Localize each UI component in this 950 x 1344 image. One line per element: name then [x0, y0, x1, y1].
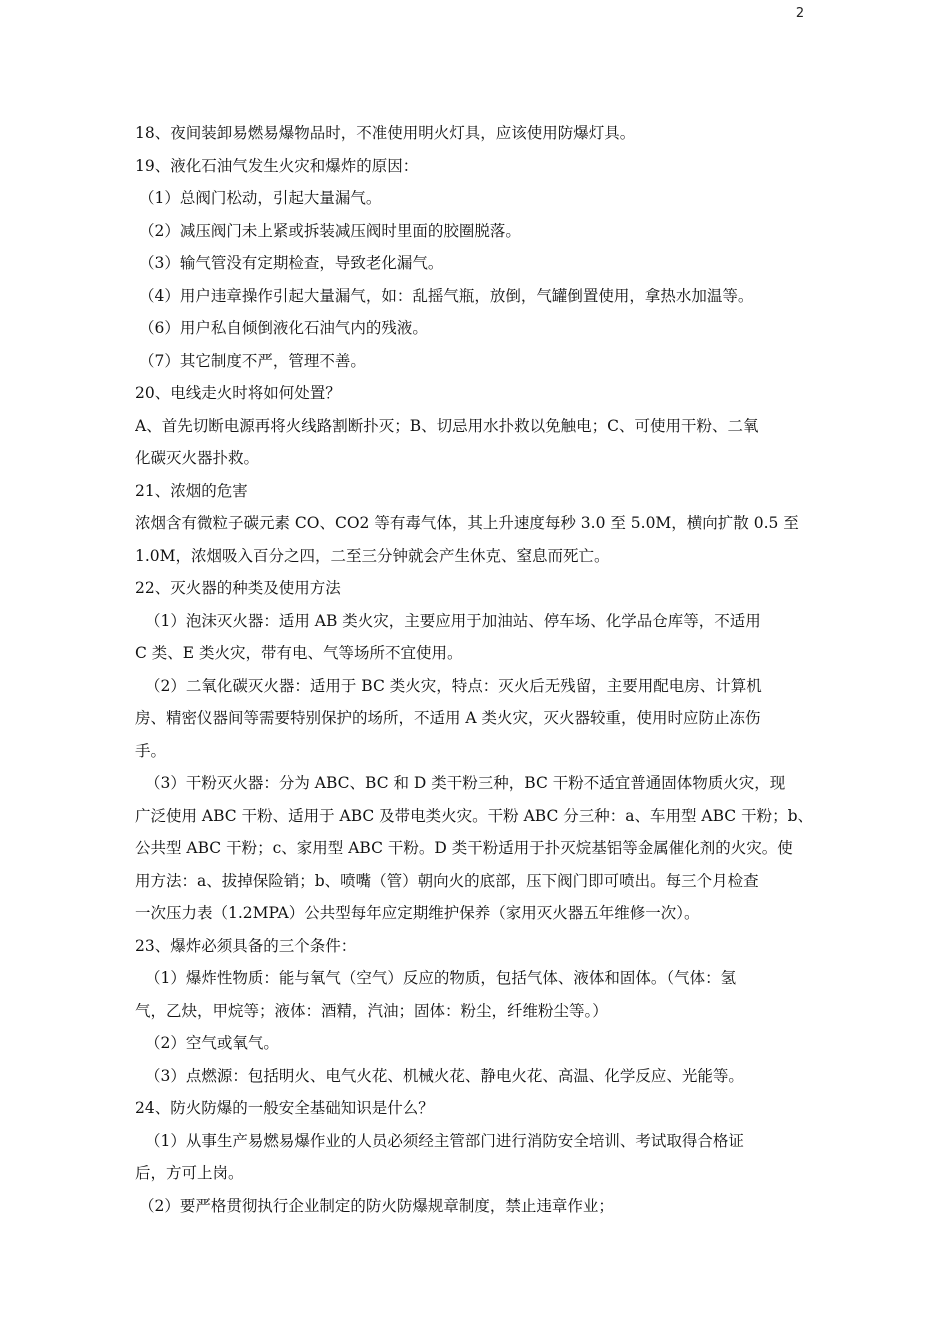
- text-line: 24、防火防爆的一般安全基础知识是什么？: [135, 1099, 434, 1117]
- text-line: （1）总阀门松动，引起大量漏气。: [139, 189, 382, 207]
- text-line: 浓烟含有微粒子碳元素 CO、CO2 等有毒气体，其上升速度每秒 3.0 至 5.0M，横向扩散 0.5 至: [135, 514, 799, 532]
- page-number: 2: [795, 6, 805, 21]
- text-line: （1）爆炸性物质：能与氧气（空气）反应的物质，包括气体、液体和固体。（气体：氢: [145, 969, 737, 987]
- text-line: （4）用户违章操作引起大量漏气，如：乱摇气瓶，放倒，气罐倒置使用，拿热水加温等。: [139, 286, 754, 305]
- text-line: 18、夜间装卸易燃易爆物品时，不准使用明火灯具，应该使用防爆灯具。: [135, 124, 636, 142]
- text-line: 20、电线走火时将如何处置？: [135, 384, 341, 402]
- text-line: 23、爆炸必须具备的三个条件：: [135, 936, 357, 955]
- text-line: 公共型 ABC 干粉；c、家用型 ABC 干粉。D 类干粉适用于扑灭烷基铝等金属催化剂的火灾。使: [135, 839, 793, 857]
- text-line: （6）用户私自倾倒液化石油气内的残液。: [139, 319, 428, 337]
- text-line: （3）干粉灭火器：分为 ABC、BC 和 D 类干粉三种，BC 干粉不适宜普通固体物质火灾，现: [145, 774, 786, 792]
- text-line: 后，方可上岗。: [135, 1164, 244, 1182]
- text-line: （2）空气或氧气。: [145, 1034, 279, 1052]
- text-line: 22、灭火器的种类及使用方法: [135, 579, 341, 597]
- text-line: 房、精密仪器间等需要特别保护的场所，不适用 A 类火灾，灭火器较重，使用时应防止冻伤: [135, 709, 761, 727]
- text-line: 广泛使用 ABC 干粉、适用于 ABC 及带电类火灾。干粉 ABC 分三种：a、车用型 ABC 干粉；b、: [135, 806, 814, 825]
- text-line: 1.0M，浓烟吸入百分之四，二至三分钟就会产生休克、窒息而死亡。: [135, 546, 610, 565]
- text-line: 气，乙炔，甲烷等；液体：酒精，汽油；固体：粉尘，纤维粉尘等。）: [135, 1001, 608, 1020]
- text-line: 21、浓烟的危害: [135, 481, 248, 500]
- document-body: [135, 117, 815, 1222]
- text-line: （2）要严格贯彻执行企业制定的防火防爆规章制度，禁止违章作业；: [139, 1196, 614, 1215]
- text-line: 手。: [135, 741, 167, 760]
- text-line: C 类、E 类火灾，带有电、气等场所不宜使用。: [135, 644, 463, 662]
- text-line: 19、液化石油气发生火灾和爆炸的原因：: [135, 156, 419, 175]
- text-line: （3）点燃源：包括明火、电气火花、机械火花、静电火花、高温、化学反应、光能等。: [145, 1066, 744, 1085]
- text-line: （1）从事生产易燃易爆作业的人员必须经主管部门进行消防安全培训、考试取得合格证: [145, 1131, 744, 1150]
- text-line: （2）二氧化碳灭火器：适用于 BC 类火灾，特点：灭火后无残留，主要用配电房、计算机: [145, 676, 762, 695]
- text-line: （7）其它制度不严，管理不善。: [139, 351, 366, 370]
- text-line: A、首先切断电源再将火线路割断扑灭；B、切忌用水扑救以免触电；C、可使用干粉、二氧: [135, 416, 759, 435]
- text-line: （1）泡沫灭火器：适用 AB 类火灾，主要应用于加油站、停车场、化学品仓库等，不适用: [145, 611, 761, 630]
- text-line: （2）减压阀门未上紧或拆装减压阀时里面的胶圈脱落。: [139, 221, 521, 240]
- text-line: 化碳灭火器扑救。: [135, 449, 260, 467]
- text-line: 一次压力表（1.2MPA）公共型每年应定期维护保养（家用灭火器五年维修一次）。: [135, 904, 700, 922]
- text-line: 用方法：a、拔掉保险销；b、喷嘴（管）朝向火的底部，压下阀门即可喷出。每三个月检查: [135, 871, 759, 890]
- text-line: （3）输气管没有定期检查，导致老化漏气。: [139, 254, 444, 272]
